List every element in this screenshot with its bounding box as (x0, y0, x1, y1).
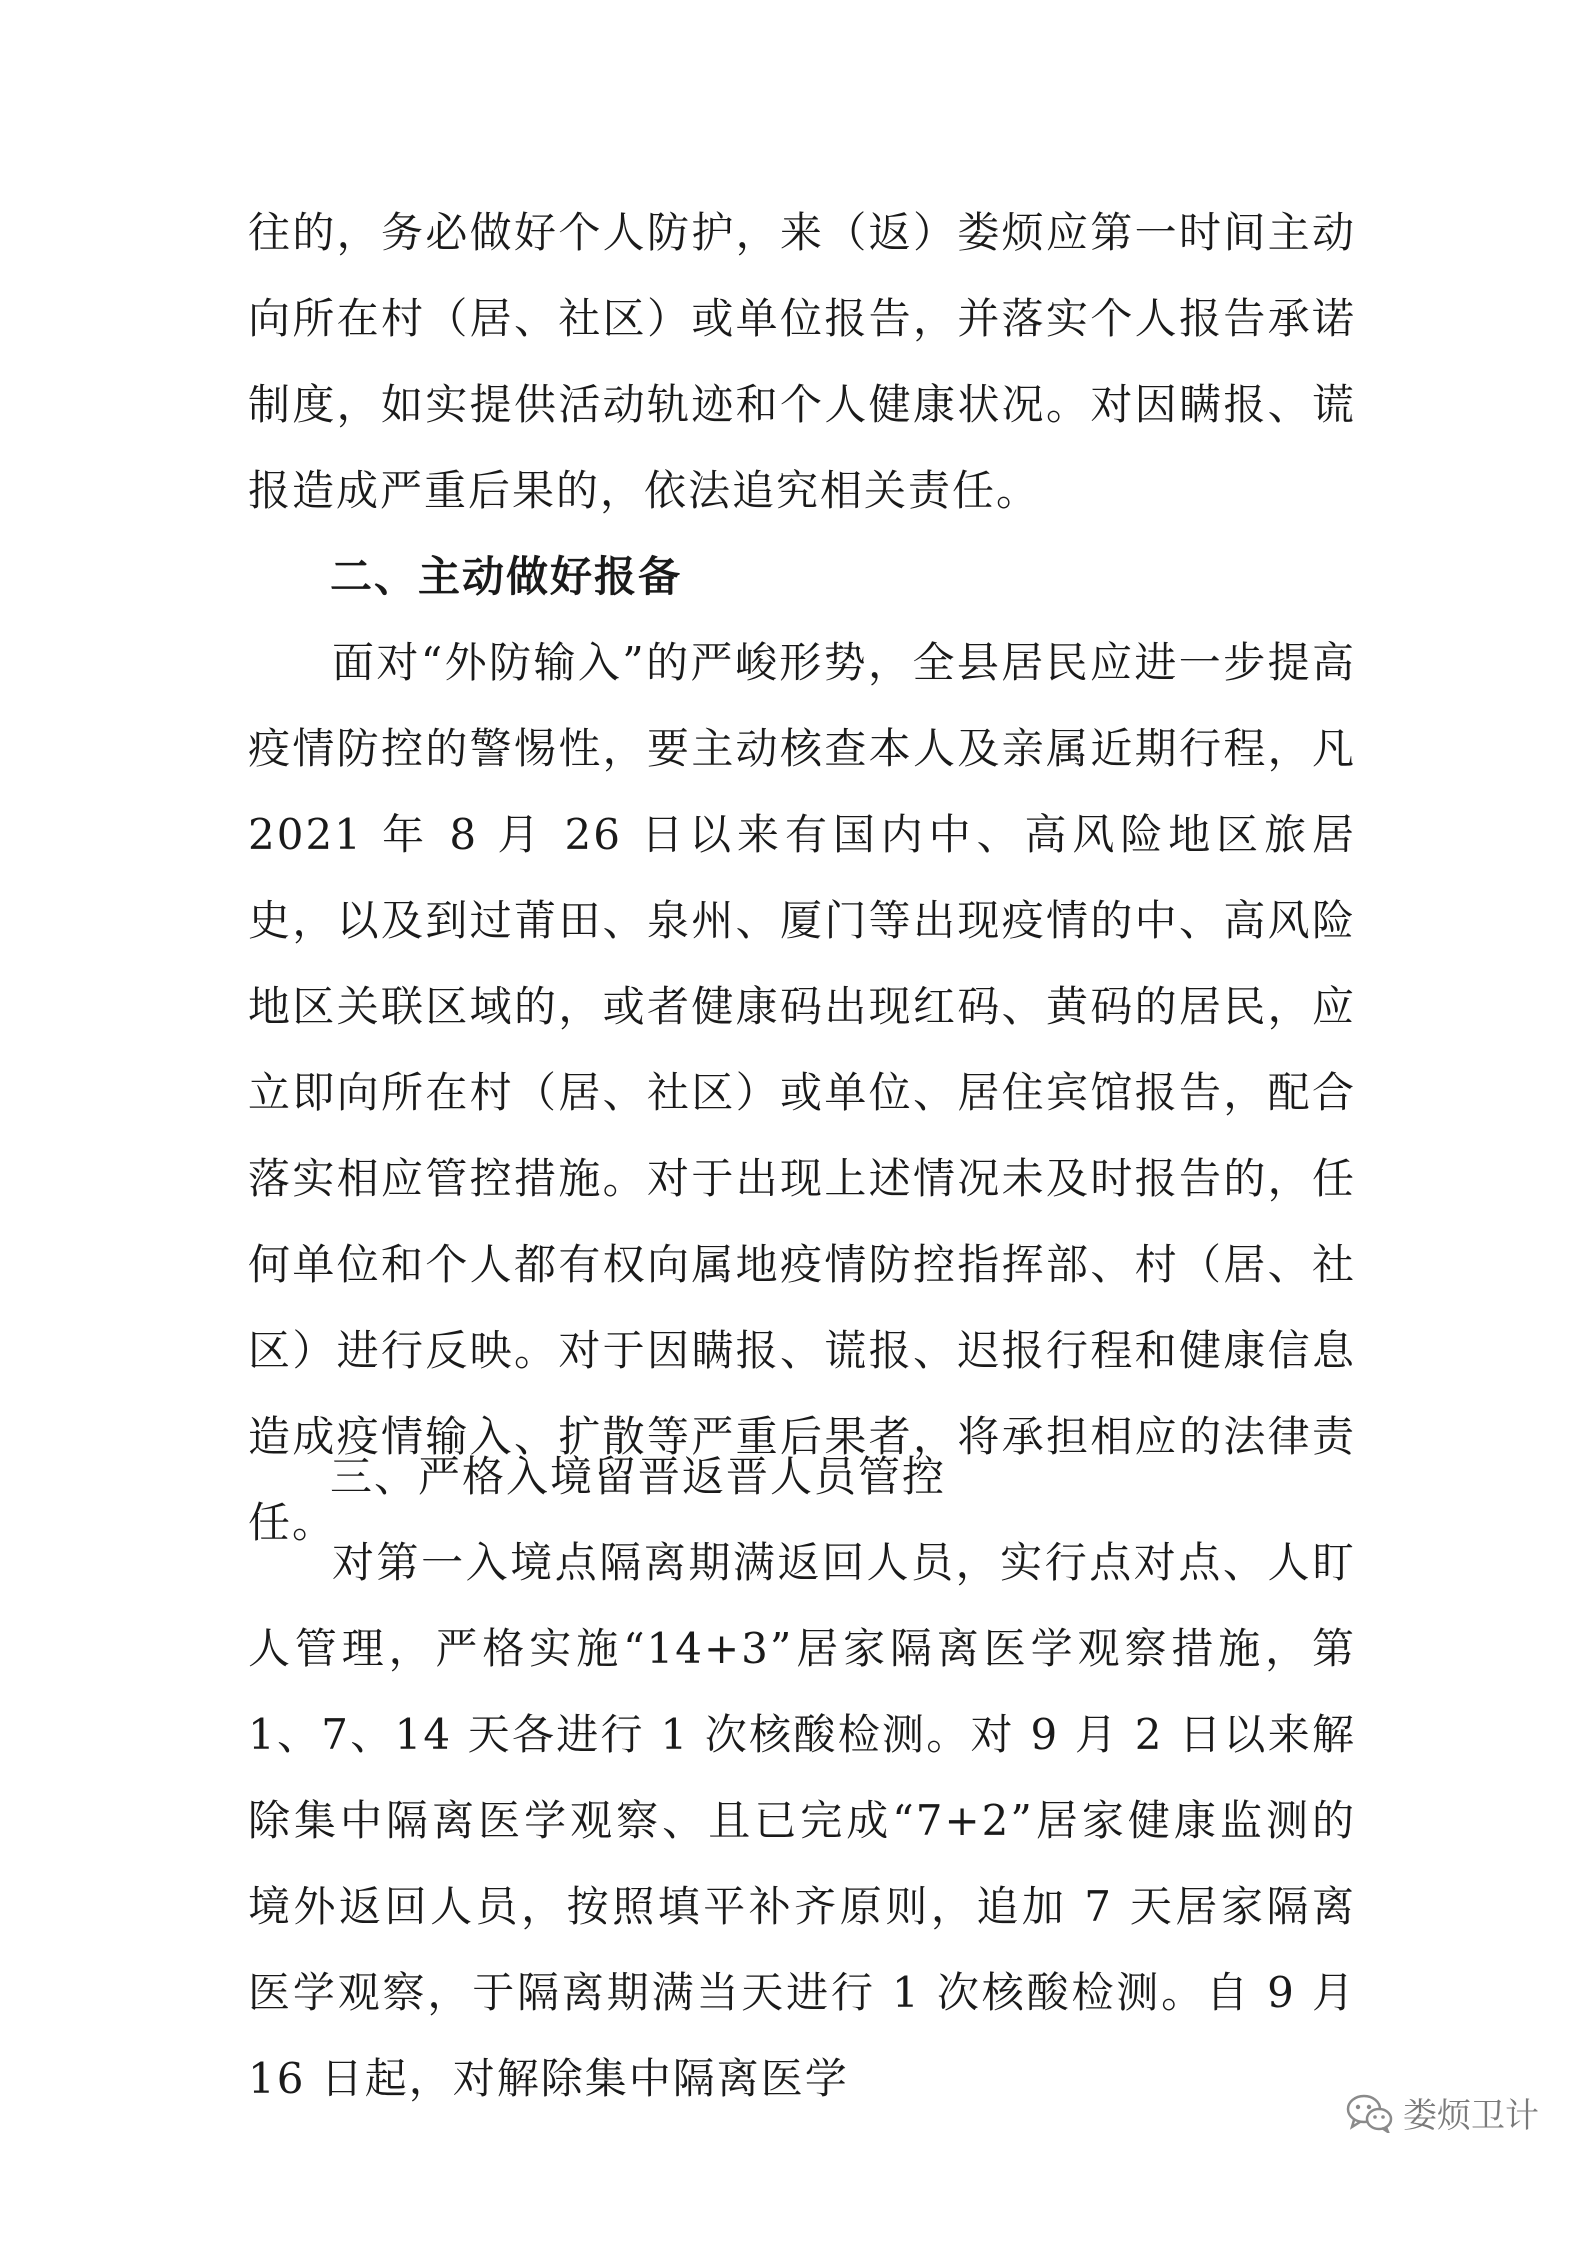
section-heading-3: 三、严格入境留晋返晋人员管控 (330, 1452, 947, 1501)
wechat-icon (1345, 2093, 1395, 2133)
paragraph-1: 往的，务必做好个人防护，来（返）娄烦应第一时间主动向所在村（居、社区）或单位报告，并落实个人报告承诺制度，如实提供活动轨迹和个人健康状况。对因瞒报、谎报造成严重后果的，依法追究相关责任。 (248, 208, 1356, 515)
paragraph-2: 面对“外防输入”的严峻形势，全县居民应进一步提高疫情防控的警惕性，要主动核查本人及亲属近期行程，凡2021 年 8 月 26 日以来有国内中、高风险地区旅居史，以及到过莆田、泉州、厦门等出现疫情的中、高风险地区关联区域的，或者健康码出现红码、黄码的居民，应立即向所在村（居、社区）或单位、居住宾馆报告，配合落实相应管控措施。对于出现上述情况未及时报告的，任何单位和个人都有权向属地疫情防控指挥部、村（居、社区）进行反映。对于因瞒报、谎报、迟报行程和健康信息造成疫情输入、扩散等严重后果者，将承担相应的法律责任。 (248, 638, 1356, 1547)
watermark-text: 娄烦卫计 (1403, 2096, 1539, 2136)
section-heading-2: 二、主动做好报备 (330, 552, 683, 601)
paragraph-3: 对第一入境点隔离期满返回人员，实行点对点、人盯人管理，严格实施“14+3”居家隔离医学观察措施，第 1、7、14 天各进行 1 次核酸检测。对 9 月 2 日以来解除集中隔离医学观察、且已完成“7+2”居家健康监测的境外返回人员，按照填平补齐原则，追加 7 天居家隔离医学观察，于隔离期满当天进行 1 次核酸检测。自 9 月 16 日起，对解除集中隔离医学 (248, 1538, 1356, 2103)
watermark (1345, 2088, 1539, 2137)
